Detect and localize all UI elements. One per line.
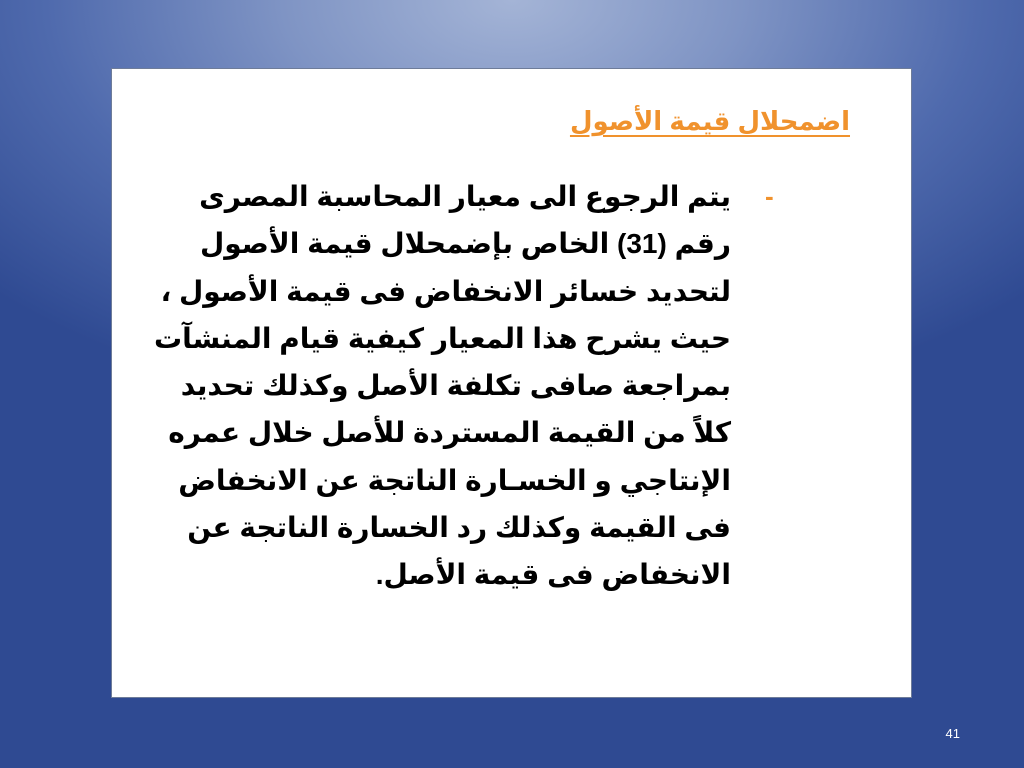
body-line: يتم الرجوع الى معيار المحاسبة المصرى xyxy=(199,181,731,212)
body-line: حيث يشرح هذا المعيار كيفية قيام المنشآت xyxy=(154,322,731,354)
slide-title: اضمحلال قيمة الأصول xyxy=(569,106,850,136)
body-line: الإنتاجي و الخسـارة الناتجة عن الانخفاض xyxy=(178,464,731,496)
slide-number: 41 xyxy=(945,726,960,741)
body-line: رقم (31) الخاص بإضمحلال قيمة الأصول xyxy=(199,228,731,260)
bullet-marker: - xyxy=(765,181,774,211)
body-line: الانخفاض فى قيمة الأصل. xyxy=(375,559,731,591)
body-line: كلاً من القيمة المستردة للأصل خلال عمره xyxy=(168,417,731,449)
slide-content-panel xyxy=(111,68,912,698)
body-line: بمراجعة صافى تكلفة الأصل وكذلك تحديد xyxy=(180,370,731,402)
body-line: لتحديد خسائر الانخفاض فى قيمة الأصول ، xyxy=(160,275,731,307)
body-line: فى القيمة وكذلك رد الخسارة الناتجة عن xyxy=(187,512,731,544)
body-paragraph xyxy=(154,173,731,599)
